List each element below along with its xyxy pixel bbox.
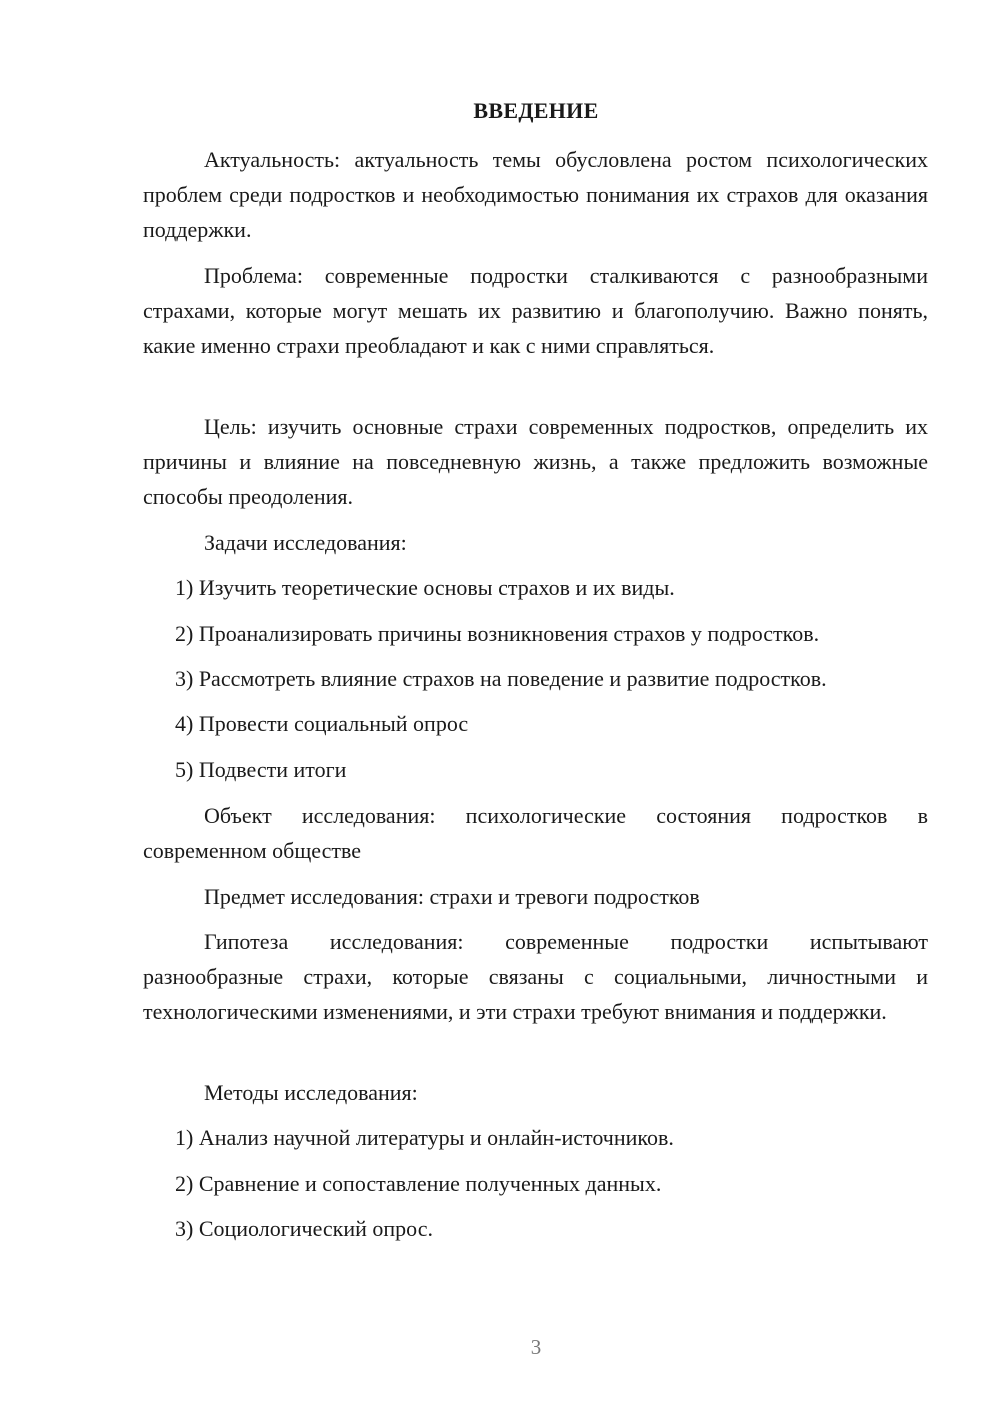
section-heading: ВВЕДЕНИЕ [473, 98, 599, 123]
task-item-2: 2) Проанализировать причины возникновения страхов у подростков. [175, 621, 820, 646]
object-paragraph: Объект исследования: психологические состояния подростков в современном обществе [143, 803, 928, 863]
methods-title: Методы исследования: [204, 1080, 418, 1105]
task-item-5: 5) Подвести итоги [175, 757, 347, 782]
task-item-3: 3) Рассмотреть влияние страхов на поведение и развитие подростков. [175, 666, 827, 691]
task-item-4: 4) Провести социальный опрос [175, 711, 469, 736]
relevance-paragraph: Актуальность: актуальность темы обусловлена ростом психологических проблем среди подростков и необходимостью понимания их страхов для оказания поддержки. [143, 147, 928, 242]
hypothesis-paragraph: Гипотеза исследования: современные подростки испытывают разнообразные страхи, которые связаны с социальными, личностными и технологическими изменениями, и эти страхи требуют внимания и поддержки. [143, 929, 928, 1024]
subject-paragraph: Предмет исследования: страхи и тревоги подростков [204, 884, 700, 909]
goal-paragraph: Цель: изучить основные страхи современных подростков, определить их причины и влияние на повседневную жизнь, а также предложить возможные способы преодоления. [143, 414, 928, 509]
method-item-3: 3) Социологический опрос. [175, 1216, 433, 1241]
method-item-2: 2) Сравнение и сопоставление полученных данных. [175, 1171, 662, 1196]
problem-paragraph: Проблема: современные подростки сталкиваются с разнообразными страхами, которые могут мешать их развитию и благополучию. Важно понять, какие именно страхи преобладают и как с ними справляться. [143, 263, 928, 358]
method-item-1: 1) Анализ научной литературы и онлайн-источников. [175, 1125, 674, 1150]
tasks-title: Задачи исследования: [204, 530, 407, 555]
page-number: 3 [530, 1335, 542, 1359]
task-item-1: 1) Изучить теоретические основы страхов и их виды. [175, 575, 675, 600]
